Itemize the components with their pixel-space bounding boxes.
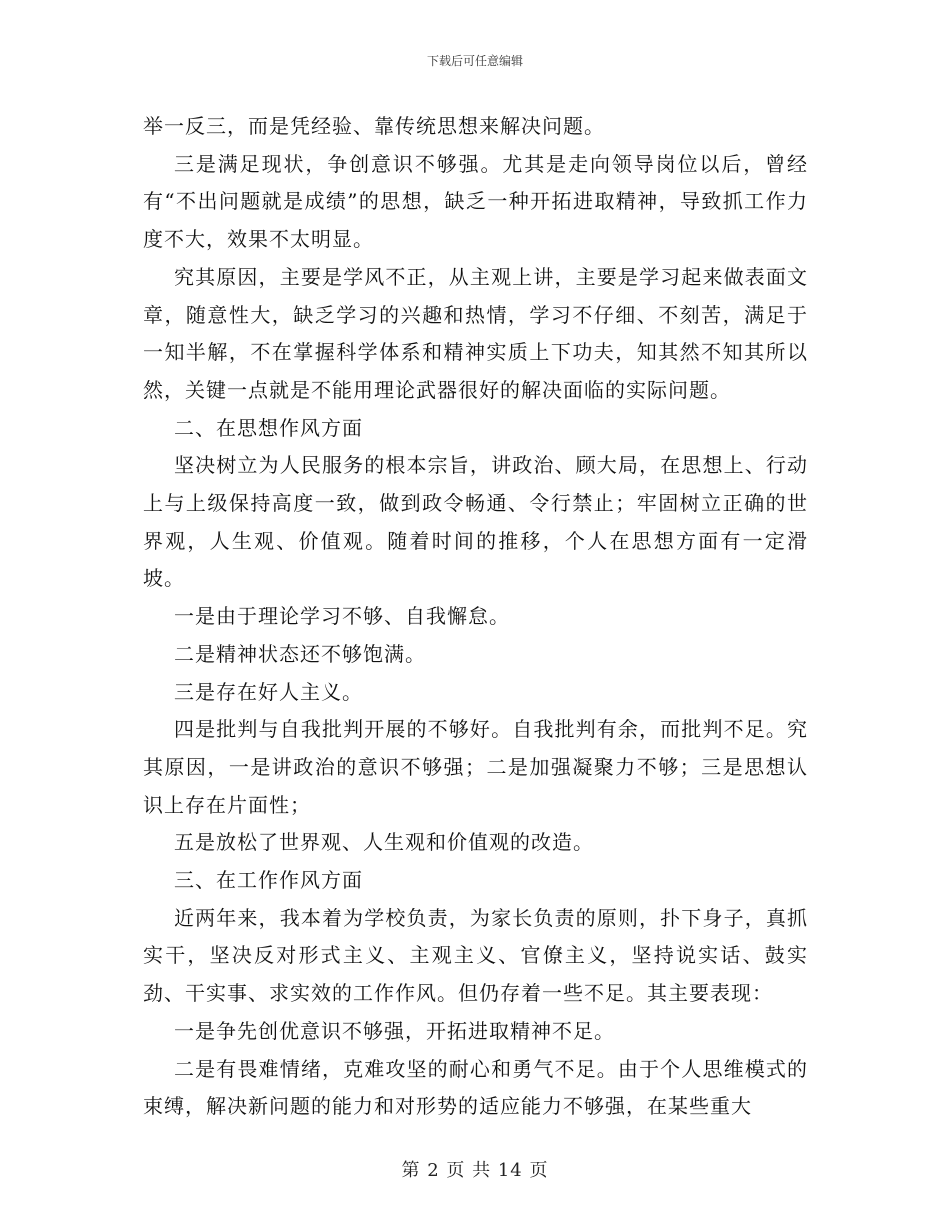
paragraph: 坚决树立为人民服务的根本宗旨，讲政治、顾大局，在思想上、行动上与上级保持高度一致，做到政令畅通、令行禁止；牢固树立正确的世界观，人生观、价值观。随着时间的推移，个人在思想方面有一定滑坡。	[143, 453, 808, 591]
paragraph: 一是争先创优意识不够强，开拓进取精神不足。	[174, 1018, 615, 1043]
paragraph: 究其原因，主要是学风不正，从主观上讲，主要是学习起来做表面文章，随意性大，缺乏学习的兴趣和热情，学习不仔细、不刻苦，满足于一知半解，不在掌握科学体系和精神实质上下功夫，知其然不知其所以然，关键一点就是不能用理论武器很好的解决面临的实际问题。	[143, 264, 808, 402]
section-heading: 三、在工作作风方面	[174, 868, 363, 893]
paragraph: 四是批判与自我批判开展的不够好。自我批判有余，而批判不足。究其原因，一是讲政治的意识不够强；二是加强凝聚力不够；三是思想认识上存在片面性；	[143, 717, 808, 817]
page-header: 下载后可任意编辑	[426, 54, 523, 68]
paragraph-continuation: 举一反三，而是凭经验、靠传统思想来解决问题。	[143, 114, 605, 138]
paragraph: 五是放松了世界观、人生观和价值观的改造。	[174, 830, 594, 855]
paragraph: 三是满足现状，争创意识不够强。尤其是走向领导岗位以后，曾经有“不出问题就是成绩”的思想，缺乏一种开拓进取精神，导致抓工作力度不大，效果不太明显。	[143, 151, 808, 252]
section-heading: 二、在思想作风方面	[174, 415, 363, 440]
paragraph: 近两年来，我本着为学校负责，为家长负责的原则，扑下身子，真抓实干，坚决反对形式主义、主观主义、官僚主义，坚持说实话、鼓实劲、干实事、求实效的工作作风。但仍存着一些不足。其主要表现：	[143, 905, 808, 1006]
paragraph: 三是存在好人主义。	[174, 679, 363, 704]
page-number-footer: 第 2 页 共 14 页	[401, 1160, 549, 1181]
paragraph: 二是有畏难情绪，克难攻坚的耐心和勇气不足。由于个人思维模式的束缚，解决新问题的能力和对形势的适应能力不够强，在某些重大	[143, 1056, 808, 1119]
document-body	[143, 108, 808, 1126]
paragraph: 二是精神状态还不够饱满。	[174, 641, 426, 666]
paragraph: 一是由于理论学习不够、自我懈怠。	[174, 604, 510, 629]
